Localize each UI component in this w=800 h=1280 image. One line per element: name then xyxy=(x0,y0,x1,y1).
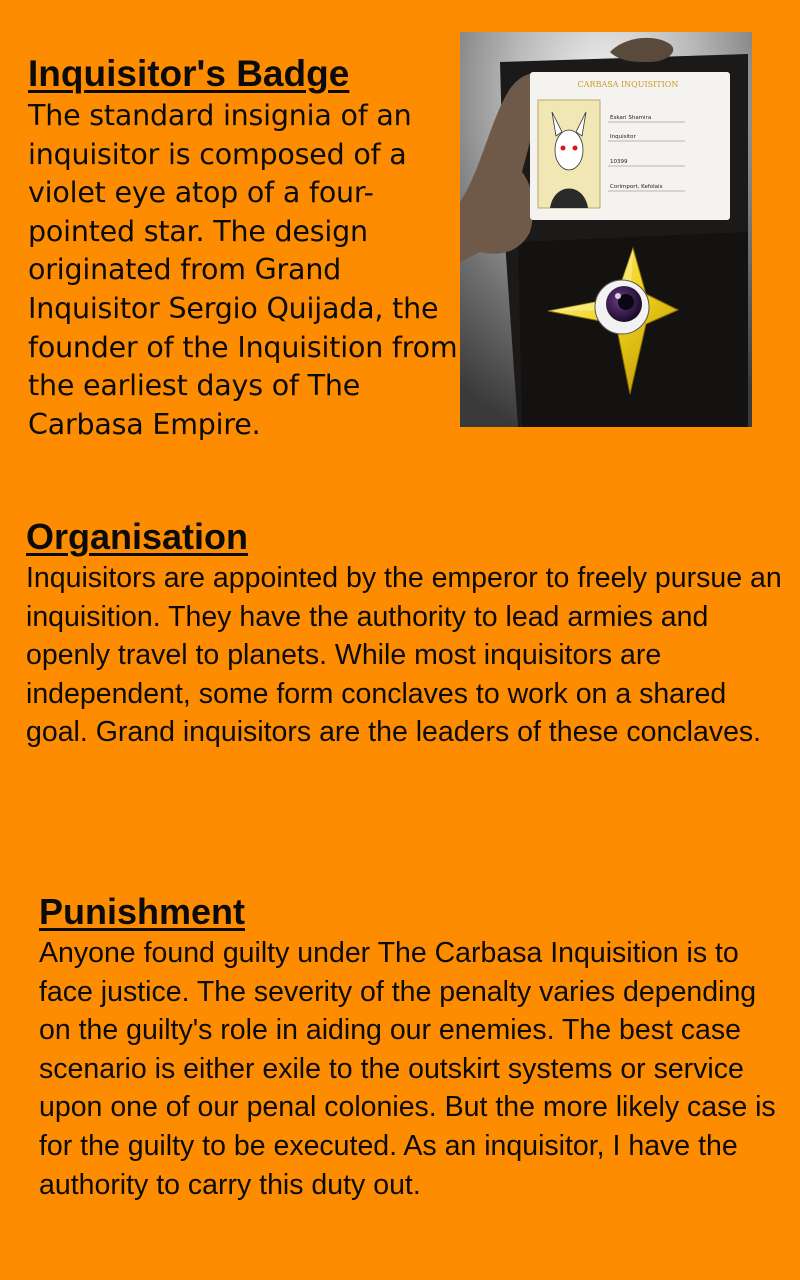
organisation-section xyxy=(26,515,786,752)
inquisitor-badge-illustration xyxy=(460,32,752,427)
card-location: Corimport, Kefolais xyxy=(610,184,663,190)
organisation-description: Inquisitors are appointed by the emperor to freely pursue an inquisition. They have the authority to lead armies and openly travel to planets. While most inquisitors are independent, some form conclaves to work on a shared goal. Grand inquisitors are the leaders of these conclaves. xyxy=(26,562,782,749)
card-header: CARBASA INQUISITION xyxy=(577,80,679,89)
card-rank: Inquisitor xyxy=(610,134,636,140)
violet-eye-icon xyxy=(595,280,649,334)
badge-section xyxy=(28,52,458,444)
organisation-heading: Organisation xyxy=(26,516,249,557)
card-id: 10399 xyxy=(610,159,628,165)
card-name: Eskari Shamira xyxy=(610,115,652,121)
punishment-description: Anyone found guilty under The Carbasa Inquisition is to face justice. The severity of the penalty varies depending on the guilty's role in aiding our enemies. The best case scenario is either exile to the outskirt systems or service upon one of our penal colonies. But the more likely case is for the guilty to be executed. As an inquisitor, I have the authority to carry this duty out. xyxy=(39,937,776,1201)
badge-heading: Inquisitor's Badge xyxy=(28,53,350,94)
punishment-heading: Punishment xyxy=(39,891,246,932)
badge-description: The standard insignia of an inquisitor is composed of a violet eye atop of a four-pointed star. The design originated from Grand Inquisitor Sergio Quijada, the founder of the Inquisition from the earliest days of The Carbasa Empire. xyxy=(28,99,458,441)
punishment-section xyxy=(39,890,789,1204)
